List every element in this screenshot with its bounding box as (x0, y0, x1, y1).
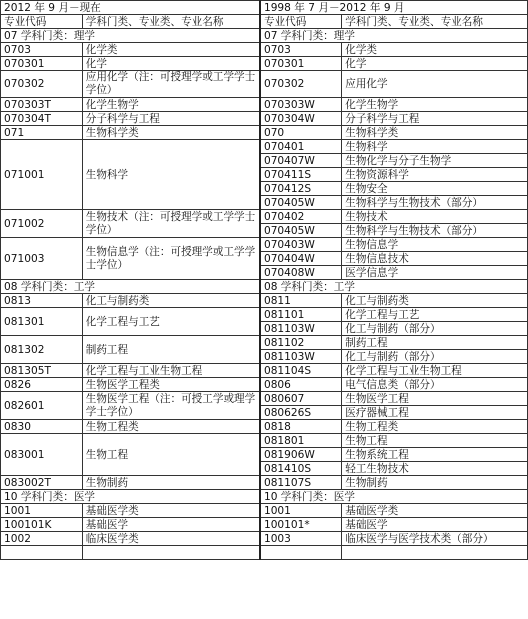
right-code-cell: 081101 (260, 308, 342, 322)
right-name-cell: 化学 (342, 57, 528, 71)
period-header-row (1, 1, 528, 15)
right-name-cell: 生物科学与生物技术（部分） (342, 224, 528, 238)
table-row (1, 126, 528, 140)
right-code-cell: 070304W (260, 112, 342, 126)
left-name-cell: 生物技术（注：可授理学或工学学士学位） (82, 210, 260, 238)
left-category-cell: 10 学科门类：医学 (1, 490, 260, 504)
right-name-cell: 医学信息学 (342, 266, 528, 280)
left-code-cell: 083001 (1, 434, 83, 476)
right-name-cell: 分子科学与工程 (342, 112, 528, 126)
left-code-cell: 0826 (1, 378, 83, 392)
right-code-cell: 081410S (260, 462, 342, 476)
table-row (1, 308, 528, 322)
left-code-cell: 070301 (1, 57, 83, 71)
left-category-cell: 07 学科门类：理学 (1, 29, 260, 43)
right-code-cell: 070 (260, 126, 342, 140)
table-row (1, 490, 528, 504)
left-code-cell: 071001 (1, 140, 83, 210)
table-row (1, 364, 528, 378)
right-name-cell: 应用化学 (342, 71, 528, 98)
right-name-header: 学科门类、专业类、专业名称 (342, 15, 528, 29)
left-name-cell: 基础医学类 (82, 504, 260, 518)
table-row (1, 98, 528, 112)
table-row (1, 112, 528, 126)
table-row (1, 518, 528, 532)
left-code-cell: 082601 (1, 392, 83, 420)
left-name-cell: 生物医学工程类 (82, 378, 260, 392)
right-category-cell: 08 学科门类：工学 (260, 280, 528, 294)
table-row (1, 378, 528, 392)
left-code-cell: 070304T (1, 112, 83, 126)
right-code-cell: 081107S (260, 476, 342, 490)
right-code-cell: 0818 (260, 420, 342, 434)
right-code-cell: 081102 (260, 336, 342, 350)
left-code-cell: 1002 (1, 532, 83, 546)
table-row (1, 546, 528, 560)
right-name-cell: 化学生物学 (342, 98, 528, 112)
right-code-cell: 080626S (260, 406, 342, 420)
right-name-cell: 化工与制药（部分） (342, 350, 528, 364)
left-code-cell: 071 (1, 126, 83, 140)
right-name-cell: 生物安全 (342, 182, 528, 196)
right-name-cell (342, 546, 528, 560)
right-code-cell: 070412S (260, 182, 342, 196)
right-name-cell: 生物信息技术 (342, 252, 528, 266)
right-code-cell: 070407W (260, 154, 342, 168)
left-code-cell: 070303T (1, 98, 83, 112)
table-row (1, 238, 528, 252)
right-name-cell: 基础医学类 (342, 504, 528, 518)
left-code-cell: 0830 (1, 420, 83, 434)
right-code-cell: 070403W (260, 238, 342, 252)
table-row (1, 504, 528, 518)
left-name-cell: 分子科学与工程 (82, 112, 260, 126)
right-name-cell: 制药工程 (342, 336, 528, 350)
table-row (1, 336, 528, 350)
right-category-cell: 07 学科门类：理学 (260, 29, 528, 43)
left-code-cell: 071002 (1, 210, 83, 238)
left-name-cell: 化工与制药类 (82, 294, 260, 308)
right-code-cell: 070402 (260, 210, 342, 224)
right-name-cell: 生物工程类 (342, 420, 528, 434)
table-row (1, 280, 528, 294)
left-code-cell: 100101K (1, 518, 83, 532)
right-code-cell: 081103W (260, 350, 342, 364)
right-code-cell: 100101* (260, 518, 342, 532)
left-name-cell (82, 546, 260, 560)
right-code-cell: 070302 (260, 71, 342, 98)
table-row (1, 43, 528, 57)
right-name-cell: 生物化学与分子生物学 (342, 154, 528, 168)
table-row (1, 210, 528, 224)
right-name-cell: 电气信息类（部分） (342, 378, 528, 392)
right-code-cell: 070411S (260, 168, 342, 182)
right-period-header: 1998 年 7 月－2012 年 9 月 (260, 1, 528, 15)
right-code-cell: 070301 (260, 57, 342, 71)
right-name-cell: 生物资源科学 (342, 168, 528, 182)
right-code-cell: 0703 (260, 43, 342, 57)
table-row (1, 532, 528, 546)
left-code-cell: 0703 (1, 43, 83, 57)
right-name-cell: 化学工程与工艺 (342, 308, 528, 322)
left-code-cell: 0813 (1, 294, 83, 308)
right-name-cell: 临床医学与医学技术类（部分） (342, 532, 528, 546)
right-name-cell: 化工与制药类 (342, 294, 528, 308)
left-code-cell: 071003 (1, 238, 83, 280)
left-category-cell: 08 学科门类：工学 (1, 280, 260, 294)
left-code-cell: 070302 (1, 71, 83, 98)
right-code-cell: 081906W (260, 448, 342, 462)
right-code-cell: 081801 (260, 434, 342, 448)
right-name-cell: 生物技术 (342, 210, 528, 224)
left-name-header: 学科门类、专业类、专业名称 (82, 15, 260, 29)
left-code-cell: 083002T (1, 476, 83, 490)
right-code-cell: 0806 (260, 378, 342, 392)
left-name-cell: 基础医学 (82, 518, 260, 532)
left-code-cell: 1001 (1, 504, 83, 518)
table-row (1, 476, 528, 490)
left-name-cell: 化学工程与工艺 (82, 308, 260, 336)
left-name-cell: 制药工程 (82, 336, 260, 364)
right-code-cell: 070405W (260, 196, 342, 210)
right-code-cell: 081103W (260, 322, 342, 336)
left-name-cell: 生物科学类 (82, 126, 260, 140)
right-code-cell: 070408W (260, 266, 342, 280)
left-code-cell: 081302 (1, 336, 83, 364)
right-code-cell: 070405W (260, 224, 342, 238)
table-row (1, 294, 528, 308)
table-row (1, 434, 528, 448)
right-code-cell: 081104S (260, 364, 342, 378)
left-name-cell: 化学类 (82, 43, 260, 57)
table-row (1, 71, 528, 98)
right-code-cell: 080607 (260, 392, 342, 406)
right-name-cell: 生物科学类 (342, 126, 528, 140)
right-name-cell: 生物科学 (342, 140, 528, 154)
left-name-cell: 化学工程与工业生物工程 (82, 364, 260, 378)
right-name-cell: 化学类 (342, 43, 528, 57)
column-header-row (1, 15, 528, 29)
right-name-cell: 生物制药 (342, 476, 528, 490)
right-name-cell: 生物工程 (342, 434, 528, 448)
right-name-cell: 医疗器械工程 (342, 406, 528, 420)
left-name-cell: 生物工程 (82, 434, 260, 476)
right-code-cell: 1003 (260, 532, 342, 546)
right-category-cell: 10 学科门类：医学 (260, 490, 528, 504)
left-code-cell: 081301 (1, 308, 83, 336)
right-name-cell: 生物医学工程 (342, 392, 528, 406)
table-row (1, 29, 528, 43)
right-code-cell: 070303W (260, 98, 342, 112)
table-row (1, 420, 528, 434)
left-name-cell: 生物科学 (82, 140, 260, 210)
right-name-cell: 化学工程与工业生物工程 (342, 364, 528, 378)
left-code-cell: 081305T (1, 364, 83, 378)
left-name-cell: 临床医学类 (82, 532, 260, 546)
right-name-cell: 生物信息学 (342, 238, 528, 252)
right-code-cell (260, 546, 342, 560)
right-name-cell: 基础医学 (342, 518, 528, 532)
right-code-cell: 070404W (260, 252, 342, 266)
left-name-cell: 应用化学（注：可授理学或工学学士学位） (82, 71, 260, 98)
left-period-header: 2012 年 9 月－现在 (1, 1, 260, 15)
left-name-cell: 生物医学工程（注：可授工学或理学学士学位） (82, 392, 260, 420)
right-code-header: 专业代码 (260, 15, 342, 29)
left-name-cell: 化学生物学 (82, 98, 260, 112)
left-name-cell: 生物制药 (82, 476, 260, 490)
table-row (1, 57, 528, 71)
right-name-cell: 生物系统工程 (342, 448, 528, 462)
right-code-cell: 0811 (260, 294, 342, 308)
table-row (1, 392, 528, 406)
left-code-cell (1, 546, 83, 560)
left-code-header: 专业代码 (1, 15, 83, 29)
left-name-cell: 生物工程类 (82, 420, 260, 434)
right-name-cell: 轻工生物技术 (342, 462, 528, 476)
table-row (1, 140, 528, 154)
left-name-cell: 化学 (82, 57, 260, 71)
right-name-cell: 化工与制药（部分） (342, 322, 528, 336)
right-code-cell: 070401 (260, 140, 342, 154)
left-name-cell: 生物信息学（注：可授理学或工学学士学位） (82, 238, 260, 280)
right-name-cell: 生物科学与生物技术（部分） (342, 196, 528, 210)
right-code-cell: 1001 (260, 504, 342, 518)
